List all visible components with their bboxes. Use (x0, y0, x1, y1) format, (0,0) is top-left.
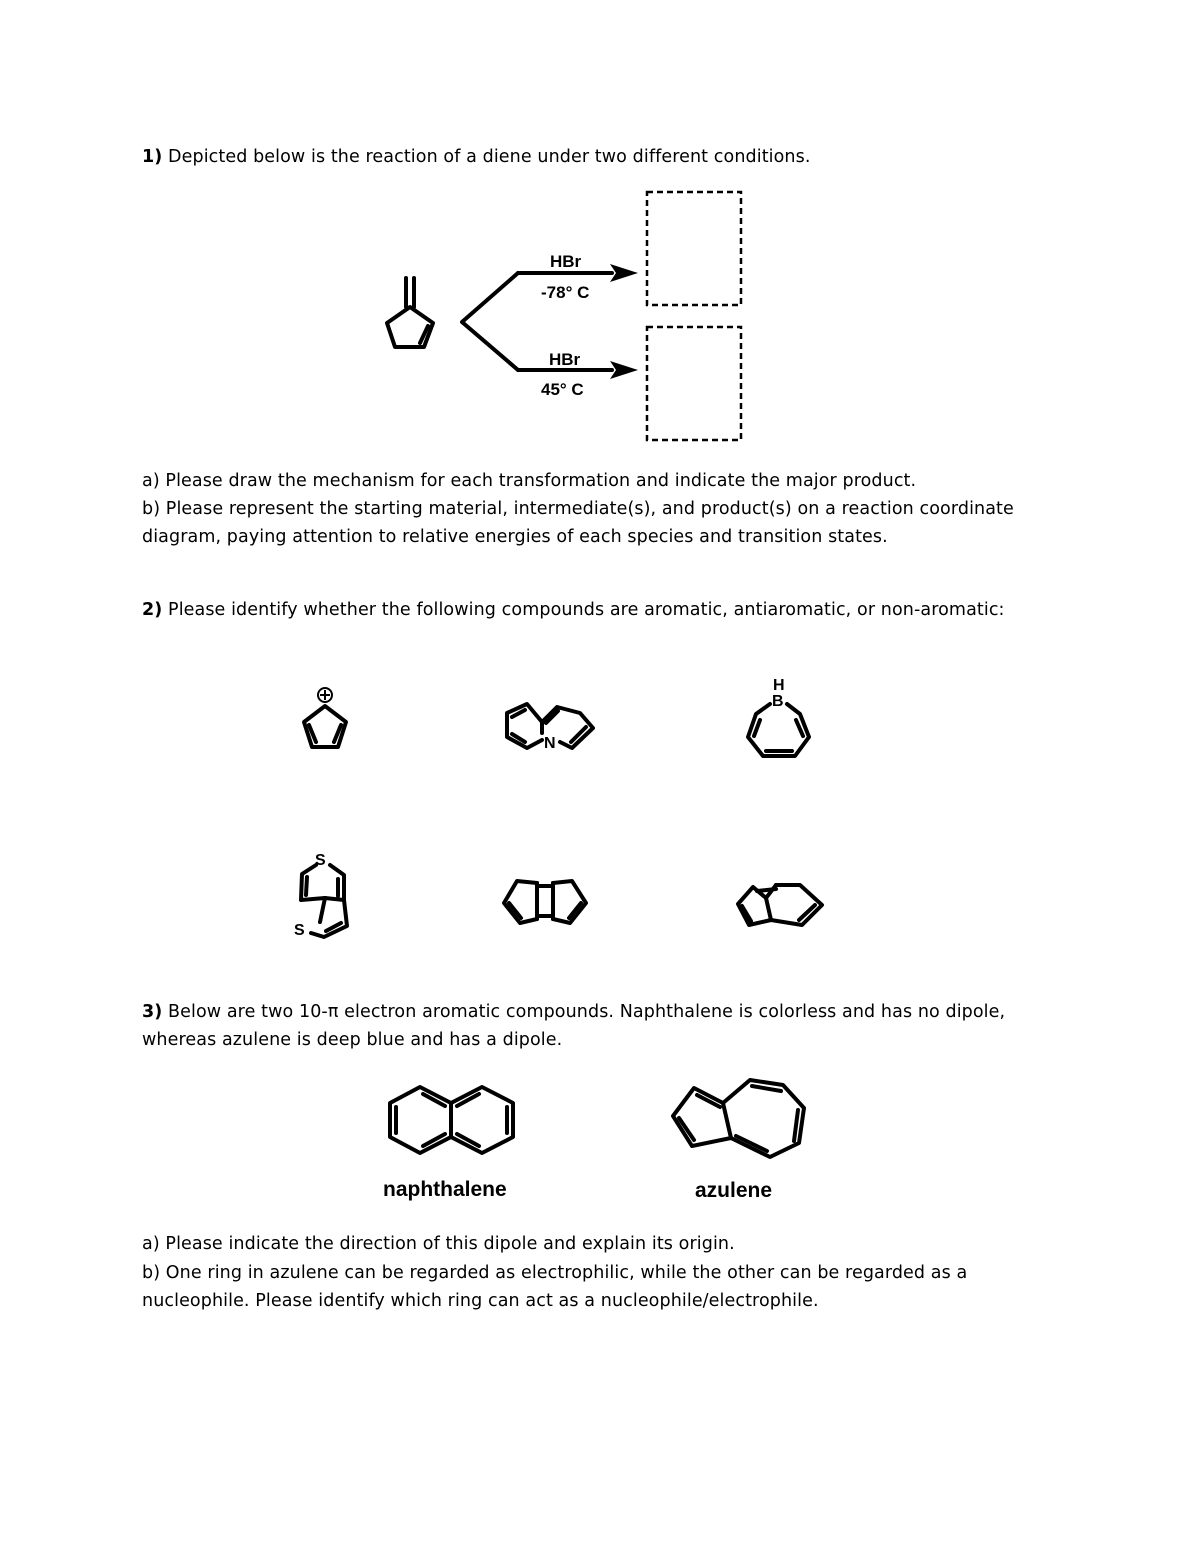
atom-sulfur-top: S (315, 852, 326, 869)
bottom-condition: 45° C (541, 380, 584, 399)
arrow-head-top-icon (610, 264, 638, 282)
q3-prompt-line2: whereas azulene is deep blue and has a dipole. (142, 1030, 563, 1050)
q3-text-line1: Below are two 10-π electron aromatic compounds. Naphthalene is colorless and has no dipole, (162, 1002, 1006, 1022)
product-box-bottom[interactable] (647, 327, 741, 440)
atom-hydrogen: H (773, 677, 785, 694)
q1-number: 1) (142, 147, 163, 167)
q3-part-b-line1: b) One ring in azulene can be regarded as electrophilic, while the other can be regarded as a (142, 1263, 968, 1283)
dihydropentalene-structure (504, 881, 586, 923)
methylenecyclopentene-structure (387, 278, 433, 347)
q1-text: Depicted below is the reaction of a diene under two different conditions. (162, 147, 811, 167)
top-reagent: HBr (550, 252, 582, 271)
atom-nitrogen: N (544, 735, 556, 752)
product-box-top[interactable] (647, 192, 741, 305)
bottom-reagent: HBr (549, 350, 581, 369)
top-condition: -78° C (541, 283, 590, 302)
pentalene-structure (738, 885, 822, 925)
naphthalene-structure (390, 1087, 513, 1153)
azulene-label: azulene (695, 1179, 773, 1202)
q1-part-a: a) Please draw the mechanism for each transformation and indicate the major product. (142, 471, 917, 491)
q3-part-b-line2: nucleophile. Please identify which ring can act as a nucleophile/electrophile. (142, 1291, 819, 1311)
q1-part-b-line1: b) Please represent the starting material, intermediate(s), and product(s) on a reaction coordinate (142, 499, 1014, 519)
q1-part-b-line2: diagram, paying attention to relative energies of each species and transition states. (142, 527, 888, 547)
q2-text: Please identify whether the following compounds are aromatic, antiaromatic, or non-aromatic: (162, 600, 1005, 620)
cyclopentadienyl-cation-structure (304, 688, 346, 747)
borepin-structure (748, 677, 809, 756)
azulene-structure (673, 1080, 804, 1157)
arrow-head-bottom-icon (610, 361, 638, 379)
thienothiophene-structure (294, 852, 347, 939)
q3-part-a: a) Please indicate the direction of this dipole and explain its origin. (142, 1234, 735, 1254)
q2-number: 2) (142, 600, 163, 620)
atom-sulfur-bottom: S (294, 922, 305, 939)
naphthalene-label: naphthalene (383, 1178, 507, 1201)
indolizine-structure (507, 704, 593, 752)
atom-boron: B (772, 693, 784, 710)
q3-number: 3) (142, 1002, 163, 1022)
